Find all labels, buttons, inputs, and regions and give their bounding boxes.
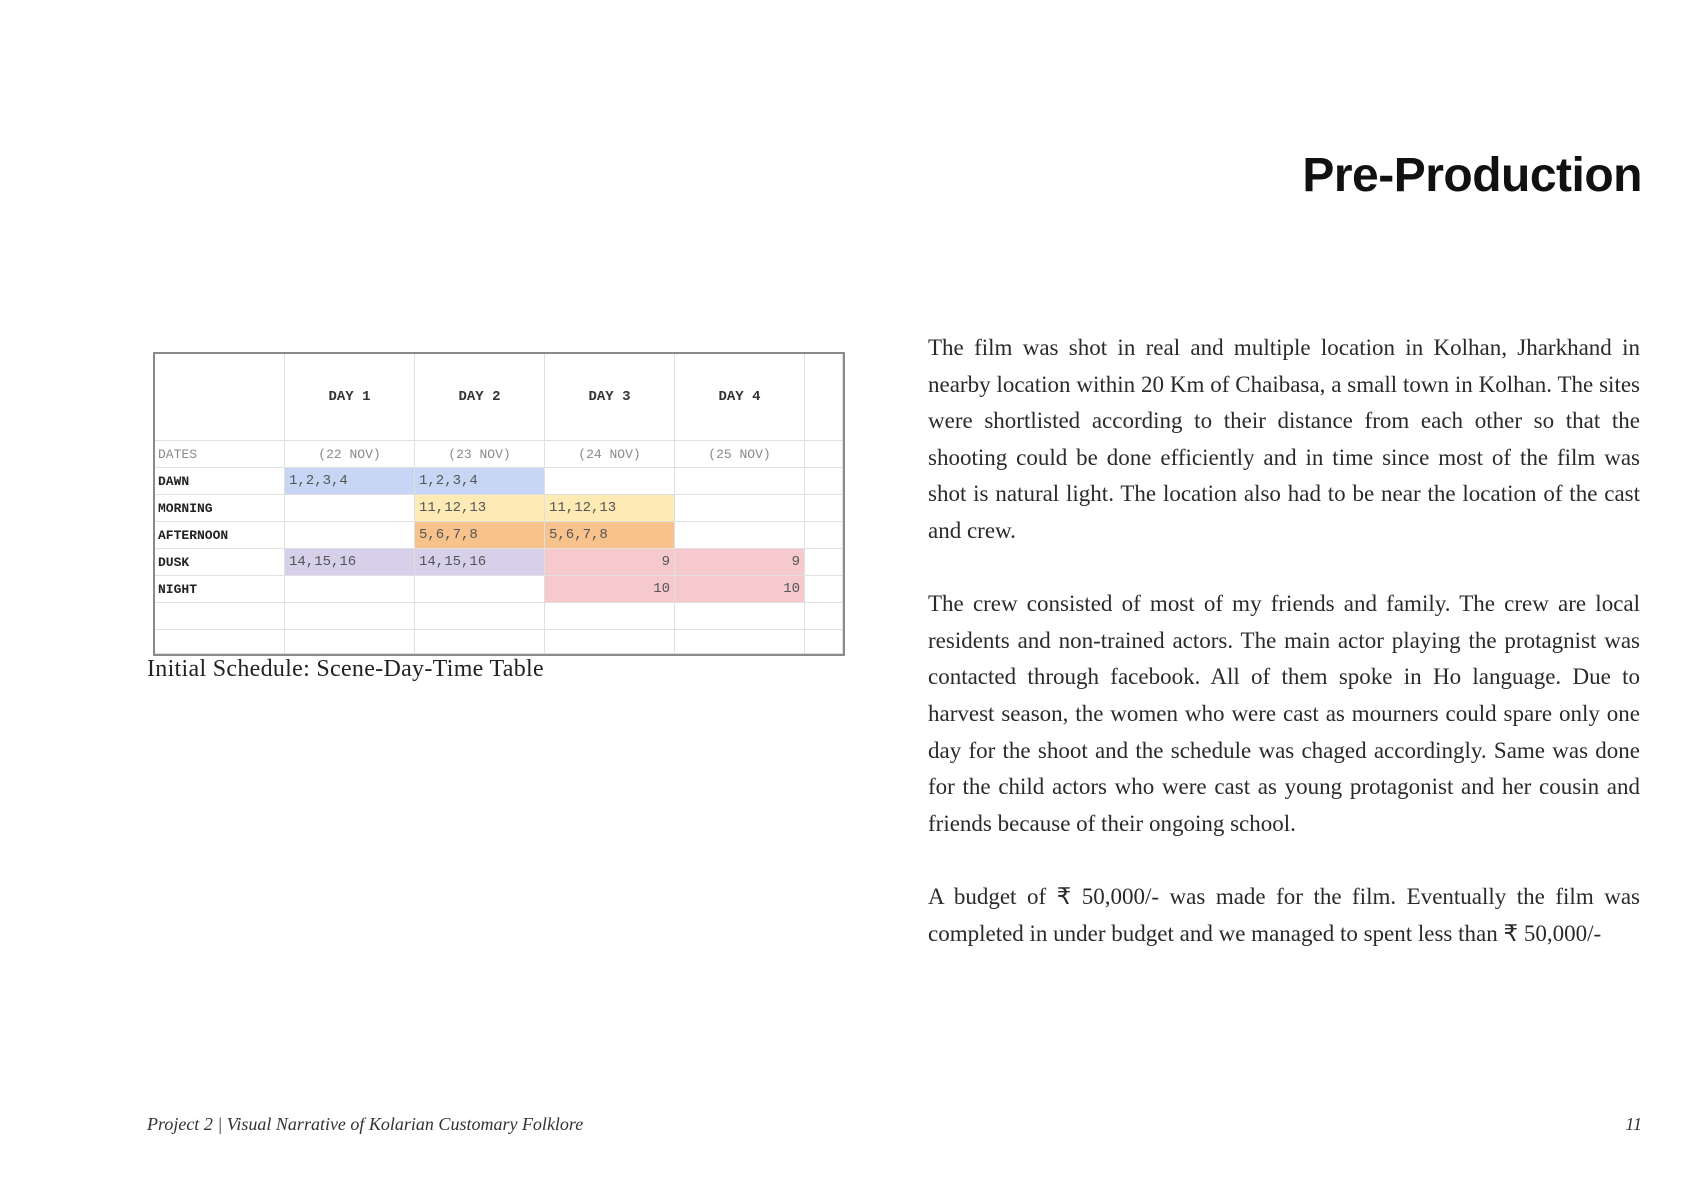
schedule-cell: 11,12,13: [415, 495, 545, 522]
page-number: 11: [1625, 1114, 1642, 1134]
schedule-cell: 9: [675, 549, 805, 576]
empty-cell: [415, 603, 545, 630]
empty-cell: [675, 630, 805, 654]
empty-cell: [805, 468, 843, 495]
row-label-dusk: DUSK: [155, 549, 285, 576]
schedule-cell: [415, 576, 545, 603]
empty-cell: [545, 603, 675, 630]
schedule-cell: 14,15,16: [415, 549, 545, 576]
row-label-dawn: DAWN: [155, 468, 285, 495]
date-cell: (24 NOV): [545, 441, 675, 468]
schedule-cell: 1,2,3,4: [415, 468, 545, 495]
schedule-cell: [675, 468, 805, 495]
schedule-cell: 5,6,7,8: [545, 522, 675, 549]
empty-cell: [805, 549, 843, 576]
row-label-afternoon: AFTERNOON: [155, 522, 285, 549]
empty-cell: [805, 522, 843, 549]
schedule-cell: 1,2,3,4: [285, 468, 415, 495]
empty-cell: [805, 495, 843, 522]
schedule-cell: 14,15,16: [285, 549, 415, 576]
empty-cell: [155, 630, 285, 654]
schedule-cell: [285, 522, 415, 549]
schedule-cell: 10: [675, 576, 805, 603]
schedule-cell: [675, 522, 805, 549]
schedule-cell: [285, 495, 415, 522]
paragraph-budget: A budget of ₹ 50,000/- was made for the film. Eventually the film was completed in under budget and we managed to spent less than ₹ 50,000/-: [928, 883, 1640, 946]
schedule-cell: 11,12,13: [545, 495, 675, 522]
day-header: DAY 4: [675, 354, 805, 441]
date-cell: (22 NOV): [285, 441, 415, 468]
schedule-cell: [545, 468, 675, 495]
row-label-morning: MORNING: [155, 495, 285, 522]
day-header: DAY 3: [545, 354, 675, 441]
empty-cell: [545, 630, 675, 654]
schedule-cell: 9: [545, 549, 675, 576]
table-caption: Initial Schedule: Scene-Day-Time Table: [147, 656, 544, 682]
paragraph-crew: The crew consisted of most of my friends and family. The crew are local residents and non-trained actors. The main actor playing the protagnist was contacted through facebook. All of them spoke in Ho language. Due to harvest season, the women who were cast as mourners could spare only one day for the shoot and the schedule was chaged accordingly. Same was done for the child actors who were cast as young protagonist and her cousin and friends because of their ongoing school.: [928, 591, 1640, 836]
date-cell: (25 NOV): [675, 441, 805, 468]
date-cell: (23 NOV): [415, 441, 545, 468]
empty-cell: [805, 354, 843, 441]
page-title: Pre-Production: [1302, 149, 1642, 202]
schedule-cell: [285, 576, 415, 603]
day-header: DAY 2: [415, 354, 545, 441]
schedule-cell: [675, 495, 805, 522]
empty-cell: [805, 603, 843, 630]
dates-label: DATES: [155, 441, 285, 468]
empty-cell: [805, 630, 843, 654]
empty-cell: [805, 576, 843, 603]
empty-cell: [155, 603, 285, 630]
header-corner-cell: [155, 354, 285, 441]
empty-cell: [805, 441, 843, 468]
day-header: DAY 1: [285, 354, 415, 441]
paragraph-locations: The film was shot in real and multiple location in Kolhan, Jharkhand in nearby location within 20 Km of Chaibasa, a small town in Kolhan. The sites were shortlisted according to their distance from each other so that the shooting could be done efficiently and in time since most of the film was shot is natural light. The location also had to be near the location of the cast and crew.: [928, 335, 1640, 543]
empty-cell: [285, 630, 415, 654]
footer-project-title: Project 2 | Visual Narrative of Kolarian Customary Folklore: [147, 1114, 584, 1134]
row-label-night: NIGHT: [155, 576, 285, 603]
schedule-cell: 5,6,7,8: [415, 522, 545, 549]
schedule-table: [153, 352, 845, 656]
empty-cell: [675, 603, 805, 630]
body-text: [928, 330, 1640, 989]
empty-cell: [285, 603, 415, 630]
empty-cell: [415, 630, 545, 654]
schedule-cell: 10: [545, 576, 675, 603]
